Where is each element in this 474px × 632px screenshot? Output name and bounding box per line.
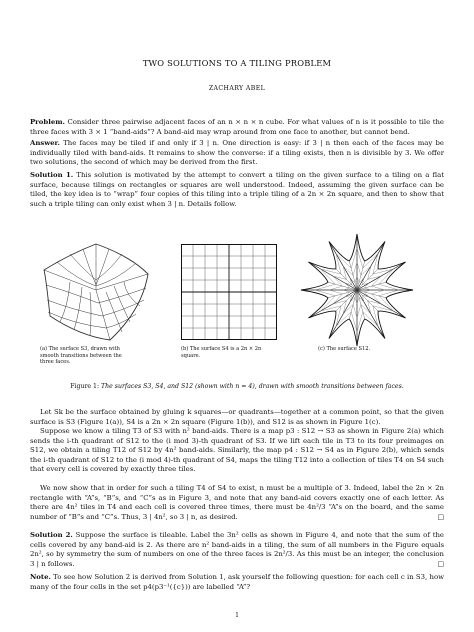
solution2-label: Solution 2.: [30, 531, 73, 539]
solution2-text: Suppose the surface is tileable. Label the 3n² cells as shown in Figure 4, and note that the sum of the cells covered by any band-aid is 2. As there are n² band-aids in a tiling, the sum of all numbers in the Figure equals 2n², so by symmetry the sum of numbers on one of the three faces is 2n²/3. As this must be an integer, the conclusion 3 | n follows.: [30, 531, 444, 568]
solution2-paragraph: [30, 531, 444, 569]
answer-text: The faces may be tiled if and only if 3 | n. One direction is easy: if 3 | n then each of the faces may be individually tiled with band-aids. It remains to show the converse: if a tiling exists, then n is divisible by 3. We offer two solutions, the second of which may be derived from the first.: [30, 139, 444, 167]
subcaption-c: (c) The surface S12.: [318, 346, 371, 352]
body-paragraph-3-text: We now show that in order for such a tiling T4 of S4 to exist, n must be a multiple of 3. Indeed, label the 2n × 2n rectangle with “A”s, “B”s, and “C”s as in Figure 3, and note that any band-aid covers exactly one of each letter. As there are 4n² tiles in T4 and each cell is covered three times, there must be 4n²/3 “A”s on the board, and the same number of “B”s and “C”s. Thus, 3 | 4n², so 3 | n, as desired.: [30, 484, 444, 521]
note-text: To see how Solution 2 is derived from Solution 1, ask yourself the following question: for each cell c in S3, how many of the four cells in the set p4(p3⁻¹({c})) are labelled “A”?: [30, 573, 444, 591]
note-label: Note.: [30, 573, 51, 581]
page-number: 1: [235, 612, 239, 619]
figure-caption-label: Figure 1:: [70, 383, 100, 390]
figure-surface-s3: [40, 240, 152, 344]
figure-surface-s4: [181, 244, 277, 340]
figure-surface-s12: [295, 232, 419, 348]
paper-title: TWO SOLUTIONS TO A TILING PROBLEM: [142, 58, 332, 68]
qed-symbol-2: □: [437, 559, 444, 568]
qed-symbol: □: [437, 512, 444, 521]
answer-label: Answer.: [30, 139, 60, 147]
figure-caption: [30, 383, 444, 390]
note-paragraph: [30, 573, 444, 592]
problem-paragraph: [30, 118, 444, 137]
body-paragraph-3: [30, 484, 444, 522]
author-name: ZACHARY ABEL: [208, 85, 266, 92]
solution1-label: Solution 1.: [30, 171, 74, 179]
problem-label: Problem.: [30, 118, 65, 126]
body-paragraph-1: Let Sk be the surface obtained by gluing k squares—or quadrants—together at a common point, so that the given surface is S3 (Figure 1(a)), S4 is a 2n × 2n square (Figure 1(b)), and S12 is as shown in Figure 1(c).: [30, 408, 444, 426]
subcaption-b: (b) The surface S4 is a 2n × 2n square.: [181, 346, 262, 359]
figure-caption-text: The surfaces S3, S4, and S12 (shown with n = 4), drawn with smooth transitions between faces.: [101, 383, 404, 390]
answer-paragraph: [30, 139, 444, 168]
problem-text: Consider three pairwise adjacent faces of an n × n × n cube. For what values of n is it possible to tile the three faces with 3 × 1 “band-aids”? A band-aid may wrap around from one face to another, but cannot bend.: [30, 118, 444, 136]
solution1-paragraph: [30, 171, 444, 209]
body-paragraph-2: Suppose we know a tiling T3 of S3 with n² band-aids. There is a map p3 : S12 → S3 as shown in Figure 2(a) which sends the i-th quadrant of S12 to the (i mod 3)-th quadrant of S3. If we lift each tile in T3 to its four preimages on S12, we obtain a tiling T12 of S12 by 4n² band-aids. Similarly, the map p4 : S12 → S4 as in Figure 2(b), which sends the i-th quadrant of S12 to the (i mod 4)-th quadrant of S4, maps the tiling T12 into a collection of tiles T4 on S4 such that every cell is covered by exactly three tiles.: [30, 427, 444, 474]
solution1-text: This solution is motivated by the attempt to convert a tiling on the given surface to a tiling on a flat surface, because tilings on rectangles or squares are well understood. Indeed, assuming the given surface can be tiled, the key idea is to “wrap” four copies of this tiling into a triple tiling of a 2n × 2n square, and then to show that such a triple tiling can only exist when 3 | n. Details follow.: [30, 171, 444, 208]
subcaption-a: (a) The surface S3, drawn with smooth transitions between the three faces.: [40, 346, 122, 366]
